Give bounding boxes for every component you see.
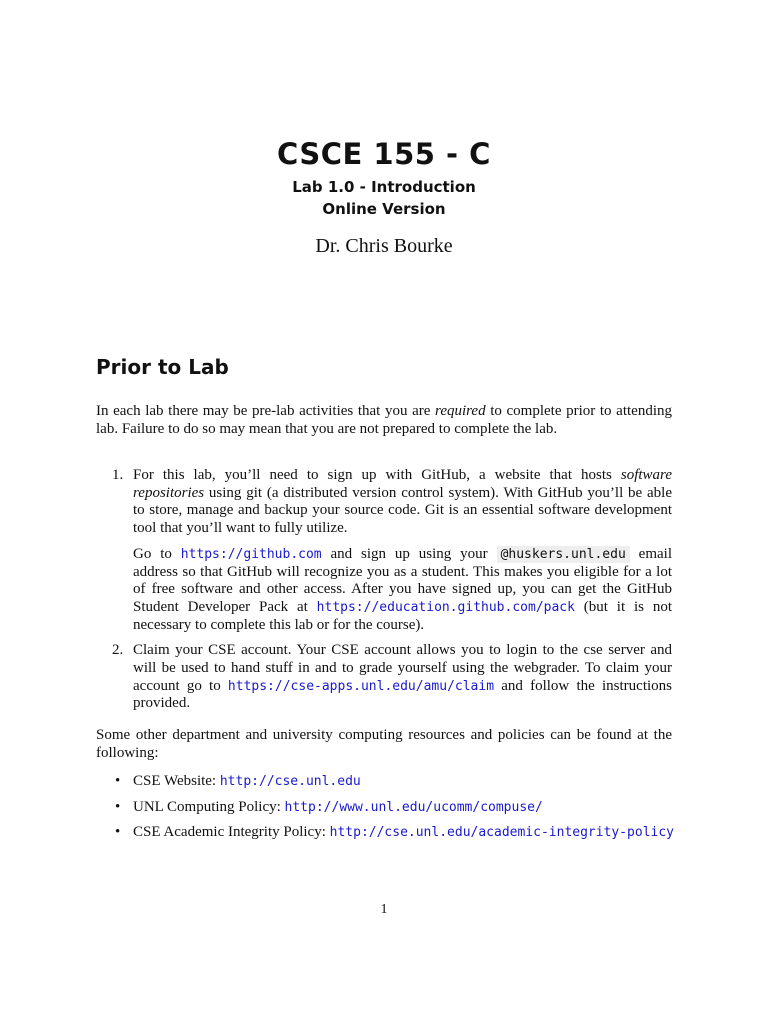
section-heading-prior-to-lab: Prior to Lab — [96, 355, 229, 379]
github-text-3: Go to — [133, 545, 181, 562]
unl-policy-link[interactable]: http://www.unl.edu/ucomm/compuse/ — [284, 799, 543, 815]
resources-paragraph: Some other department and university computing resources and policies can be found at the following: — [96, 727, 672, 761]
bullet-icon: • — [115, 773, 121, 789]
resource-links-list — [96, 773, 675, 842]
github-paragraph-2 — [133, 546, 672, 635]
page-number: 1 — [380, 902, 388, 917]
bullet-icon: • — [115, 798, 121, 815]
cse-website-link[interactable]: http://cse.unl.edu — [219, 774, 361, 789]
intro-paragraph — [96, 403, 672, 438]
huskers-email-code: @huskers.unl.edu — [497, 546, 630, 563]
cse-account-paragraph — [133, 642, 672, 713]
version-subtitle: Online Version — [322, 200, 446, 218]
title-block — [0, 136, 768, 259]
list-number: 1. — [112, 467, 124, 483]
intro-text-2: to complete prior to attending lab. Failure to do so may mean that you are not prepared to complete the lab. — [96, 403, 672, 437]
github-emphasis: software repositories — [133, 467, 672, 501]
resource-item-cse-website — [96, 773, 672, 791]
list-item-github — [96, 467, 672, 634]
numbered-list — [96, 467, 672, 713]
github-text-6: (but it is not necessary to complete this lab or for the course). — [133, 598, 672, 633]
github-text-4: and sign up using your — [321, 545, 497, 562]
cse-account-text-2: and follow the instructions provided. — [133, 677, 672, 712]
integrity-policy-link[interactable]: http://cse.unl.edu/academic-integrity-policy — [329, 825, 675, 841]
resource-label: CSE Website: — [133, 773, 220, 789]
github-link[interactable]: https://github.com — [180, 546, 322, 562]
github-text-5: email address so that GitHub will recognize you as a student. This makes you eligible for a lot of free software and other access. After you have signed up, you can get the GitHub Student Developer Pack at — [133, 545, 672, 615]
intro-text-1: In each lab there may be pre-lab activities that you are — [96, 403, 436, 419]
list-number: 2. — [112, 642, 124, 659]
resource-label: CSE Academic Integrity Policy: — [133, 824, 330, 841]
bullet-icon: • — [115, 824, 121, 841]
lab-subtitle: Lab 1.0 - Introduction — [292, 178, 476, 196]
cse-claim-link[interactable]: https://cse-apps.unl.edu/amu/claim — [227, 678, 495, 694]
resource-label: UNL Computing Policy: — [133, 798, 285, 815]
list-item-cse-account — [96, 642, 672, 713]
education-pack-link[interactable]: https://education.github.com/pack — [316, 599, 575, 615]
github-text-1: For this lab, you’ll need to sign up with GitHub, a website that hosts — [133, 467, 621, 483]
github-paragraph-1 — [133, 467, 672, 538]
intro-emphasis: required — [435, 403, 486, 419]
document-title: CSCE 155 - C — [277, 137, 491, 171]
github-text-2: using git (a distributed version control system). With GitHub you’ll be able to store, manage and backup your source code. Git is an essential software development tool that you’ll want to fully utilize. — [133, 484, 672, 537]
resource-item-unl-policy — [96, 799, 672, 817]
resource-item-integrity-policy — [96, 824, 675, 842]
cse-account-text-1: Claim your CSE account. Your CSE account allows you to login to the cse server and will be used to hand stuff in and to grade yourself using the webgrader. To claim your account go to — [133, 642, 672, 694]
author-name: Dr. Chris Bourke — [315, 235, 453, 257]
